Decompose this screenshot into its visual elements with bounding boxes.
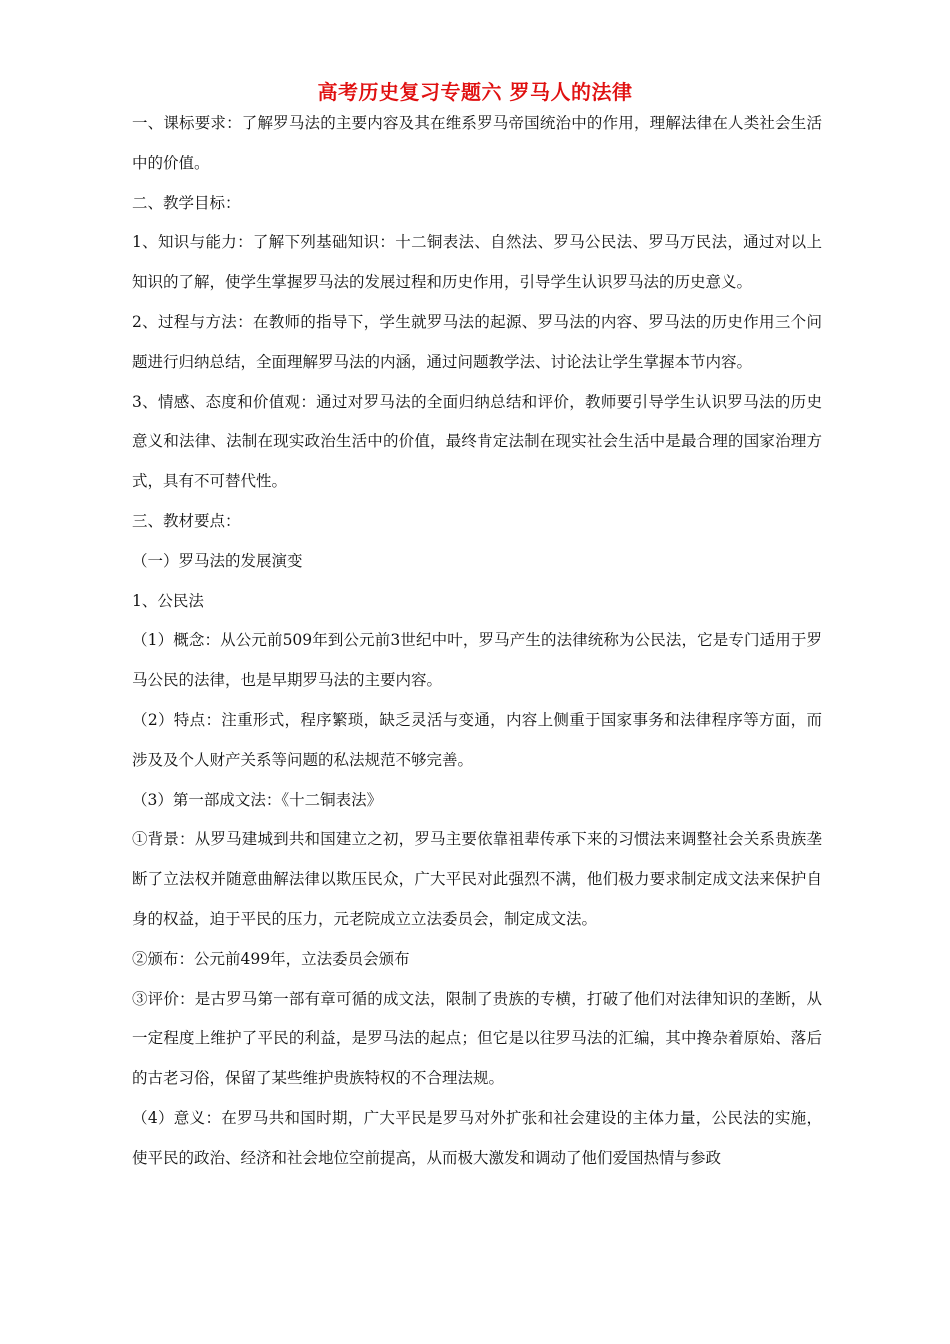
paragraph-goal-values: 3、情感、态度和价值观：通过对罗马法的全面归纳总结和评价，教师要引导学生认识罗马法的历史意义和法律、法制在现实政治生活中的价值，最终肯定法制在现实社会生活中是最合理的国家治理方式，具有不可替代性。 [132,392,822,491]
paragraph-significance: （4）意义：在罗马共和国时期，广大平民是罗马对外扩张和社会建设的主体力量，公民法的实施，使平民的政治、经济和社会地位空前提高，从而极大激发和调动了他们爱国热情与参政 [132,1108,822,1167]
paragraph-curriculum-requirement: 一、课标要求：了解罗马法的主要内容及其在维系罗马帝国统治中的作用，理解法律在人类社会生活中的价值。 [132,114,822,172]
paragraph-evaluation: ③评价：是古罗马第一部有章可循的成文法，限制了贵族的专横，打破了他们对法律知识的垄断，从一定程度上维护了平民的利益，是罗马法的起点；但它是以往罗马法的汇编，其中搀杂着原始、落后的古老习俗，保留了某些维护贵族特权的不合理法规。 [132,989,822,1088]
document-body [132,104,822,1179]
paragraph-teaching-goals-heading: 二、教学目标： [132,193,241,212]
paragraph-promulgation: ②颁布：公元前499年，立法委员会颁布 [132,949,410,968]
paragraph-features: （2）特点：注重形式，程序繁琐，缺乏灵活与变通，内容上侧重于国家事务和法律程序等方面，而涉及及个人财产关系等问题的私法规范不够完善。 [132,710,822,769]
paragraph-twelve-tables-heading: （3）第一部成文法：《十二铜表法》 [132,790,383,809]
paragraph-concept: （1）概念：从公元前509年到公元前3世纪中叶，罗马产生的法律统称为公民法，它是专门适用于罗马公民的法律，也是早期罗马法的主要内容。 [132,631,822,690]
paragraph-key-points-heading: 三、教材要点： [132,511,241,530]
document-title: 高考历史复习专题六 罗马人的法律 [317,80,633,104]
paragraph-goal-knowledge: 1、知识与能力：了解下列基础知识：十二铜表法、自然法、罗马公民法、罗马万民法，通过对以上知识的了解，使学生掌握罗马法的发展过程和历史作用，引导学生认识罗马法的历史意义。 [132,233,822,292]
paragraph-background: ①背景：从罗马建城到共和国建立之初，罗马主要依靠祖辈传承下来的习惯法来调整社会关系贵族垄断了立法权并随意曲解法律以欺压民众，广大平民对此强烈不满，他们极力要求制定成文法来保护自身的权益，迫于平民的压力，元老院成立立法委员会，制定成文法。 [132,830,822,928]
paragraph-goal-process: 2、过程与方法：在教师的指导下，学生就罗马法的起源、罗马法的内容、罗马法的历史作用三个问题进行归纳总结，全面理解罗马法的内涵，通过问题教学法、讨论法让学生掌握本节内容。 [132,312,822,371]
paragraph-civil-law-heading: 1、公民法 [132,591,204,610]
paragraph-section-1-heading: （一）罗马法的发展演变 [132,551,303,570]
